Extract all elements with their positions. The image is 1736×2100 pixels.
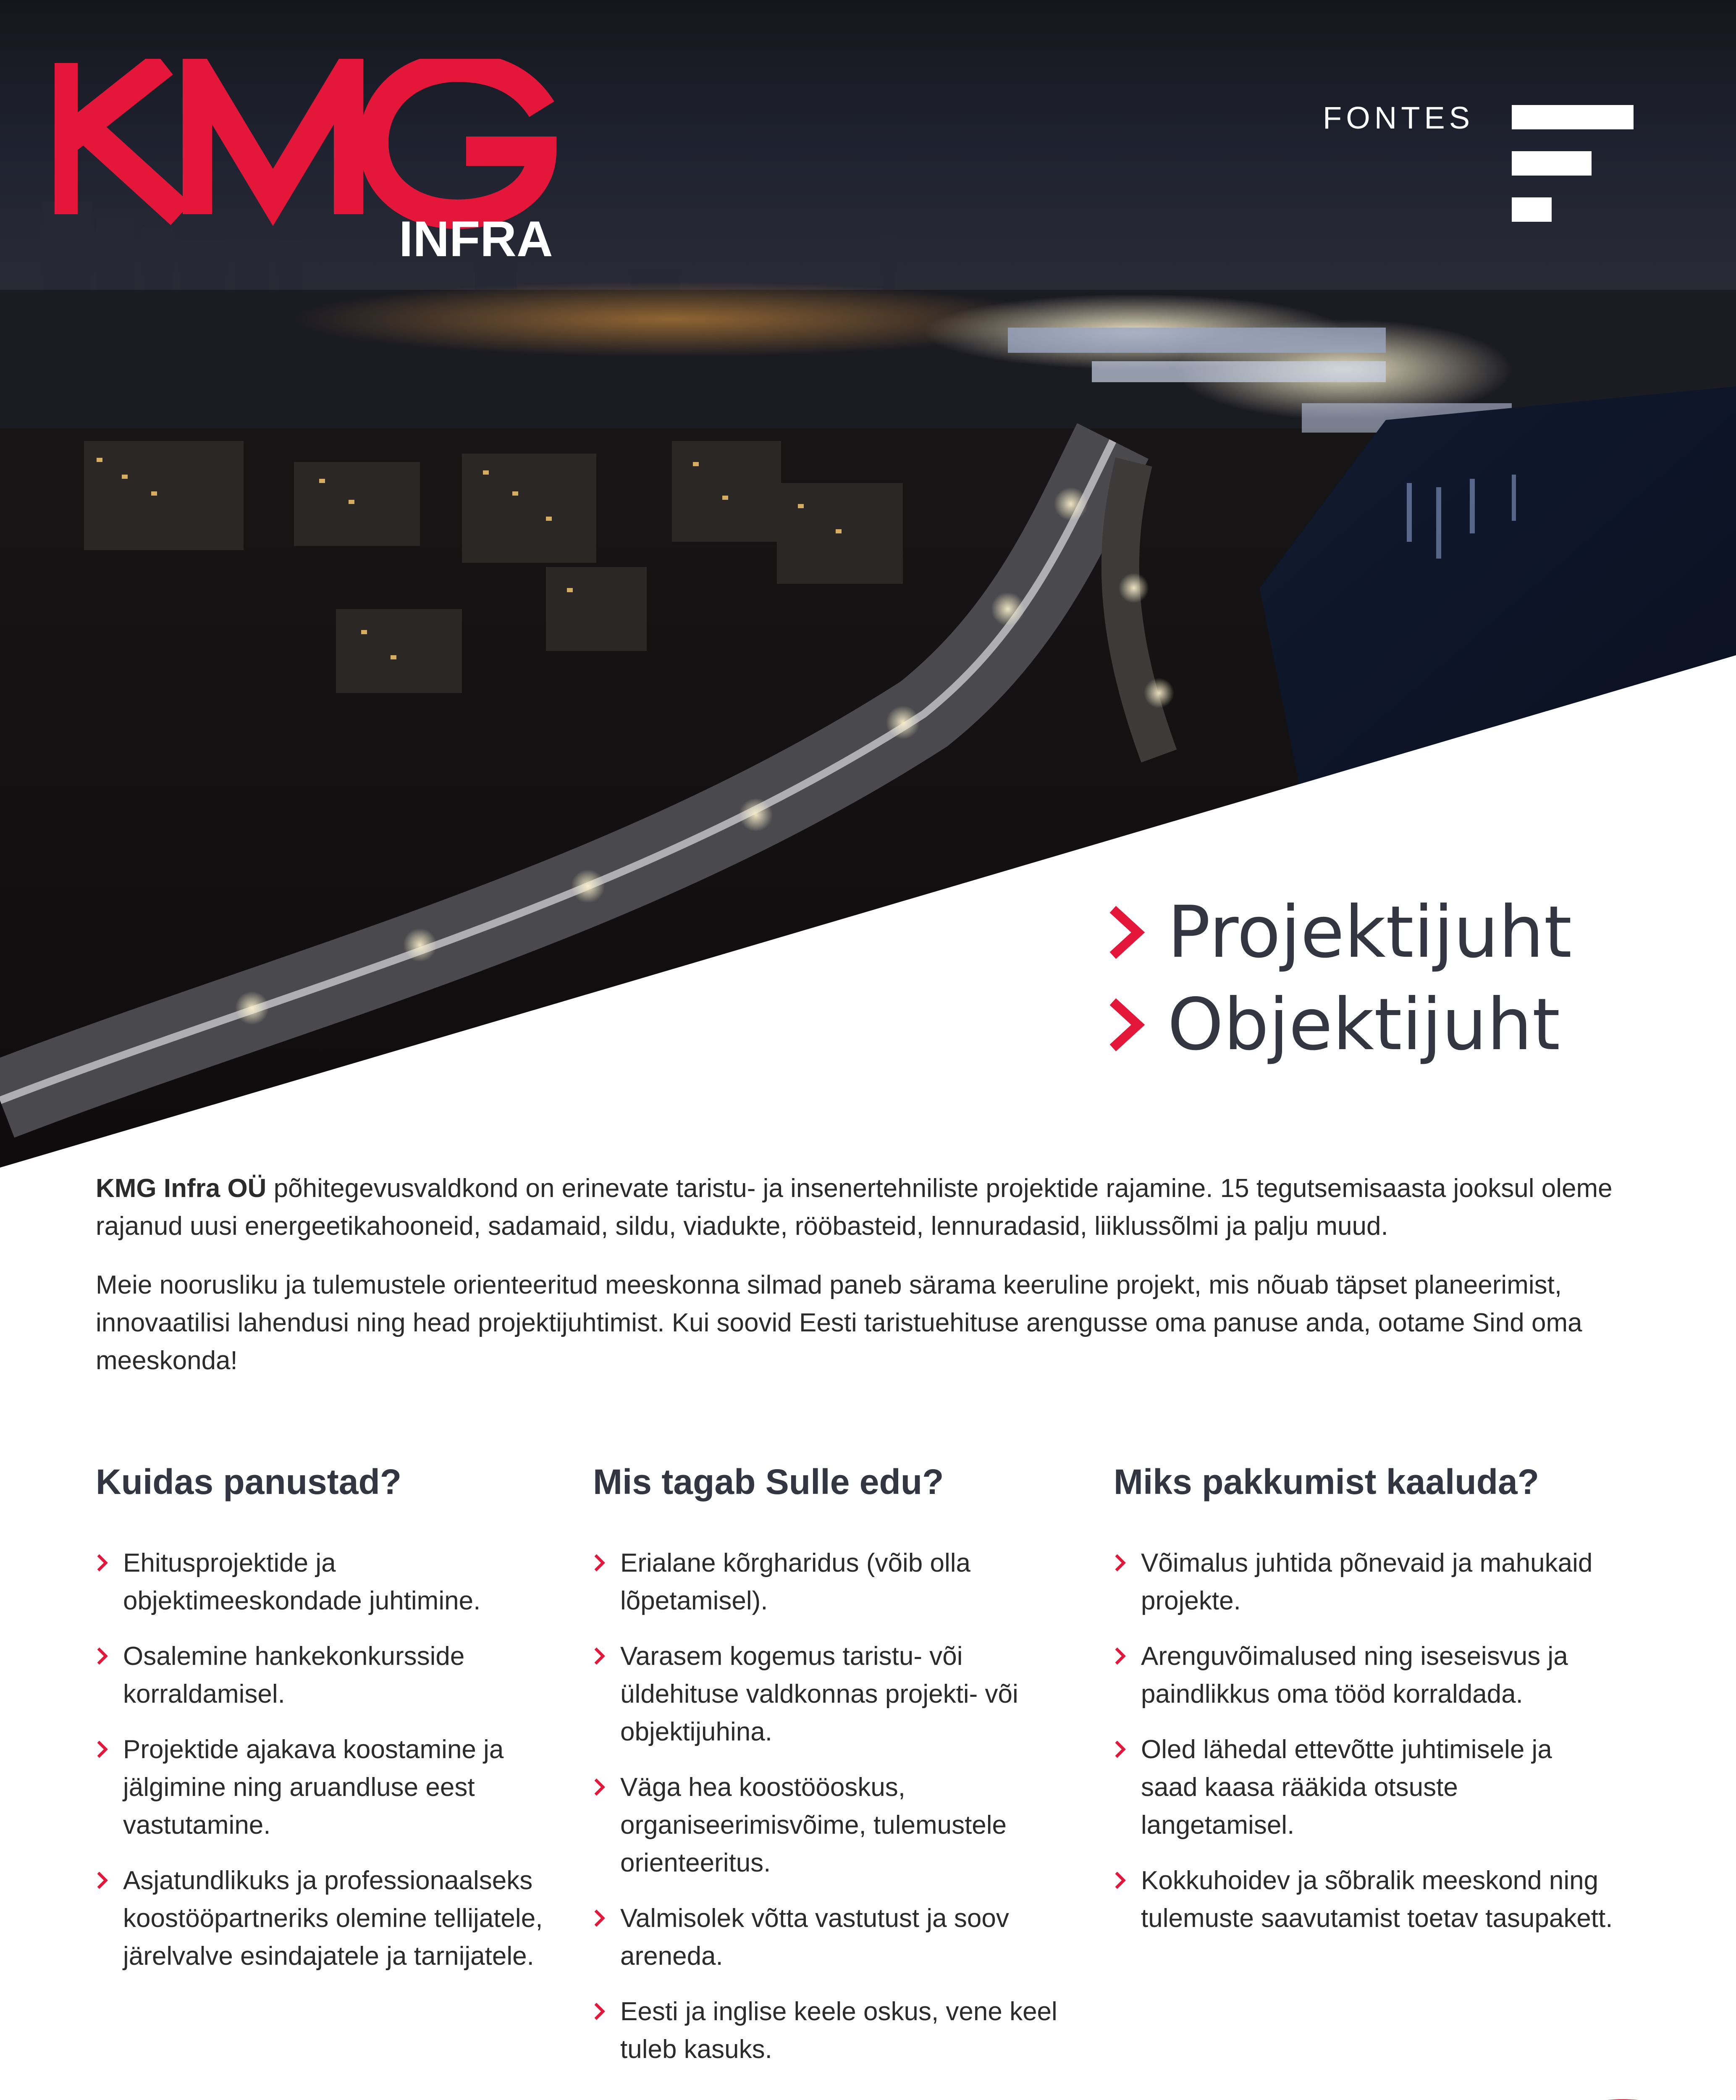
chevron-bullet-icon (593, 1553, 606, 1573)
chevron-bullet-icon (593, 1908, 606, 1928)
fontes-logo (1323, 97, 1642, 235)
column-heading: Kuidas panustad? (96, 1462, 402, 1502)
chevron-bullet-icon (96, 1870, 109, 1890)
fontes-bar-2 (1512, 151, 1592, 176)
list-item (1114, 1731, 1613, 1844)
chevron-bullet-icon (96, 1553, 109, 1573)
list-item (593, 1900, 1076, 1975)
chevron-bullet-icon (1114, 1870, 1127, 1890)
list-item (96, 1731, 566, 1844)
kmg-infra-logo (55, 59, 567, 277)
list-item-text: Arenguvõimalused ning iseseisvus ja paindlikkus oma tööd korraldada. (1141, 1642, 1568, 1709)
fontes-bar-3 (1512, 197, 1552, 222)
intro-text (96, 1170, 1624, 1401)
chevron-bullet-icon (1114, 1553, 1127, 1573)
list-item-text: Oled lähedal ettevõtte juhtimisele ja saad kaasa rääkida otsuste langetamisel. (1141, 1735, 1552, 1840)
list-item-text: Asjatundlikuks ja professionaalseks koostööpartneriks olemine tellijatele, järelvalve esindajatele ja tarnijatele. (123, 1866, 543, 1971)
intro-paragraph-2: Meie noorusliku ja tulemustele orienteeritud meeskonna silmad paneb särama keeruline projekt, mis nõuab täpset planeerimist, innovaatilisi lahendusi ning head projektijuhtimist. Kui soovid Eesti taristuehituse arengusse oma panuse anda, ootame Sind oma meeskonda! (96, 1270, 1582, 1375)
chevron-bullet-icon (593, 1777, 606, 1797)
list-item (1114, 1638, 1613, 1713)
position-title: Objektijuht (1167, 983, 1560, 1066)
position-item (1104, 886, 1572, 979)
list-item (593, 1993, 1076, 2068)
list-item-text: Valmisolek võtta vastutust ja soov areneda. (620, 1904, 1009, 1971)
list-item-text: Kokkuhoidev ja sõbralik meeskond ning tulemuste saavutamist toetav tasupakett. (1141, 1866, 1613, 1933)
column-heading: Miks pakkumist kaaluda? (1114, 1462, 1539, 1502)
fontes-wordmark: FONTES (1323, 100, 1474, 135)
position-item (1104, 979, 1572, 1071)
list-item-text: Varasem kogemus taristu- või üldehituse valdkonnas projekti- või objektijuhina. (620, 1642, 1018, 1746)
list-item-text: Osalemine hankekonkursside korraldamisel. (123, 1642, 465, 1709)
list-item-text: Projektide ajakava koostamine ja jälgimine ning aruandluse eest vastutamine. (123, 1735, 504, 1840)
intro-p1-text: põhitegevusvaldkond on erinevate taristu- ja insenertehniliste projektide rajamine. 15 tegutsemisaasta jooksul oleme rajanud uusi energeetikahooneid, sadamaid, sildu, viadukte, rööbasteid, lennuradasid, liiklussõlmi ja palju muud. (96, 1174, 1613, 1241)
fontes-bar-1 (1512, 105, 1634, 129)
chevron-bullet-icon (593, 2001, 606, 2021)
positions-list (1104, 886, 1572, 1071)
list-item (593, 1769, 1076, 1882)
chevron-bullet-icon (593, 1646, 606, 1666)
list-item (593, 1544, 1076, 1620)
list-item-text: Eesti ja inglise keele oskus, vene keel tuleb kasuks. (620, 1997, 1057, 2064)
chevron-bullet-icon (96, 1646, 109, 1666)
chevron-bullet-icon (1114, 1646, 1127, 1666)
chevron-bullet-icon (1114, 1739, 1127, 1759)
list-item-text: Võimalus juhtida põnevaid ja mahukaid projekte. (1141, 1549, 1593, 1615)
list-item-text: Ehitusprojektide ja objektimeeskondade juhtimine. (123, 1549, 481, 1615)
list-item (1114, 1544, 1613, 1620)
list-item (593, 1638, 1076, 1751)
column-heading: Mis tagab Sulle edu? (593, 1462, 944, 1502)
list-item (96, 1638, 566, 1713)
chevron-right-icon (1104, 993, 1151, 1056)
kmg-decorative-logo (684, 2092, 1736, 2100)
chevron-right-icon (1104, 901, 1151, 964)
list-item (96, 1544, 566, 1620)
company-name: KMG Infra OÜ (96, 1174, 267, 1203)
column-why (1114, 1462, 1613, 1955)
list-item (1114, 1862, 1613, 1937)
position-title: Projektijuht (1167, 891, 1572, 974)
column-contribute (96, 1462, 566, 1993)
list-item-text: Väga hea koostööoskus, organiseerimisvõime, tulemustele orienteeritus. (620, 1773, 1007, 1877)
column-success (593, 1462, 1076, 2086)
list-item (96, 1862, 566, 1975)
intro-paragraph-1 (96, 1170, 1624, 1245)
list-item-text: Erialane kõrgharidus (võib olla lõpetamisel). (620, 1549, 971, 1615)
logo-sub: INFRA (399, 211, 553, 267)
chevron-bullet-icon (96, 1739, 109, 1759)
